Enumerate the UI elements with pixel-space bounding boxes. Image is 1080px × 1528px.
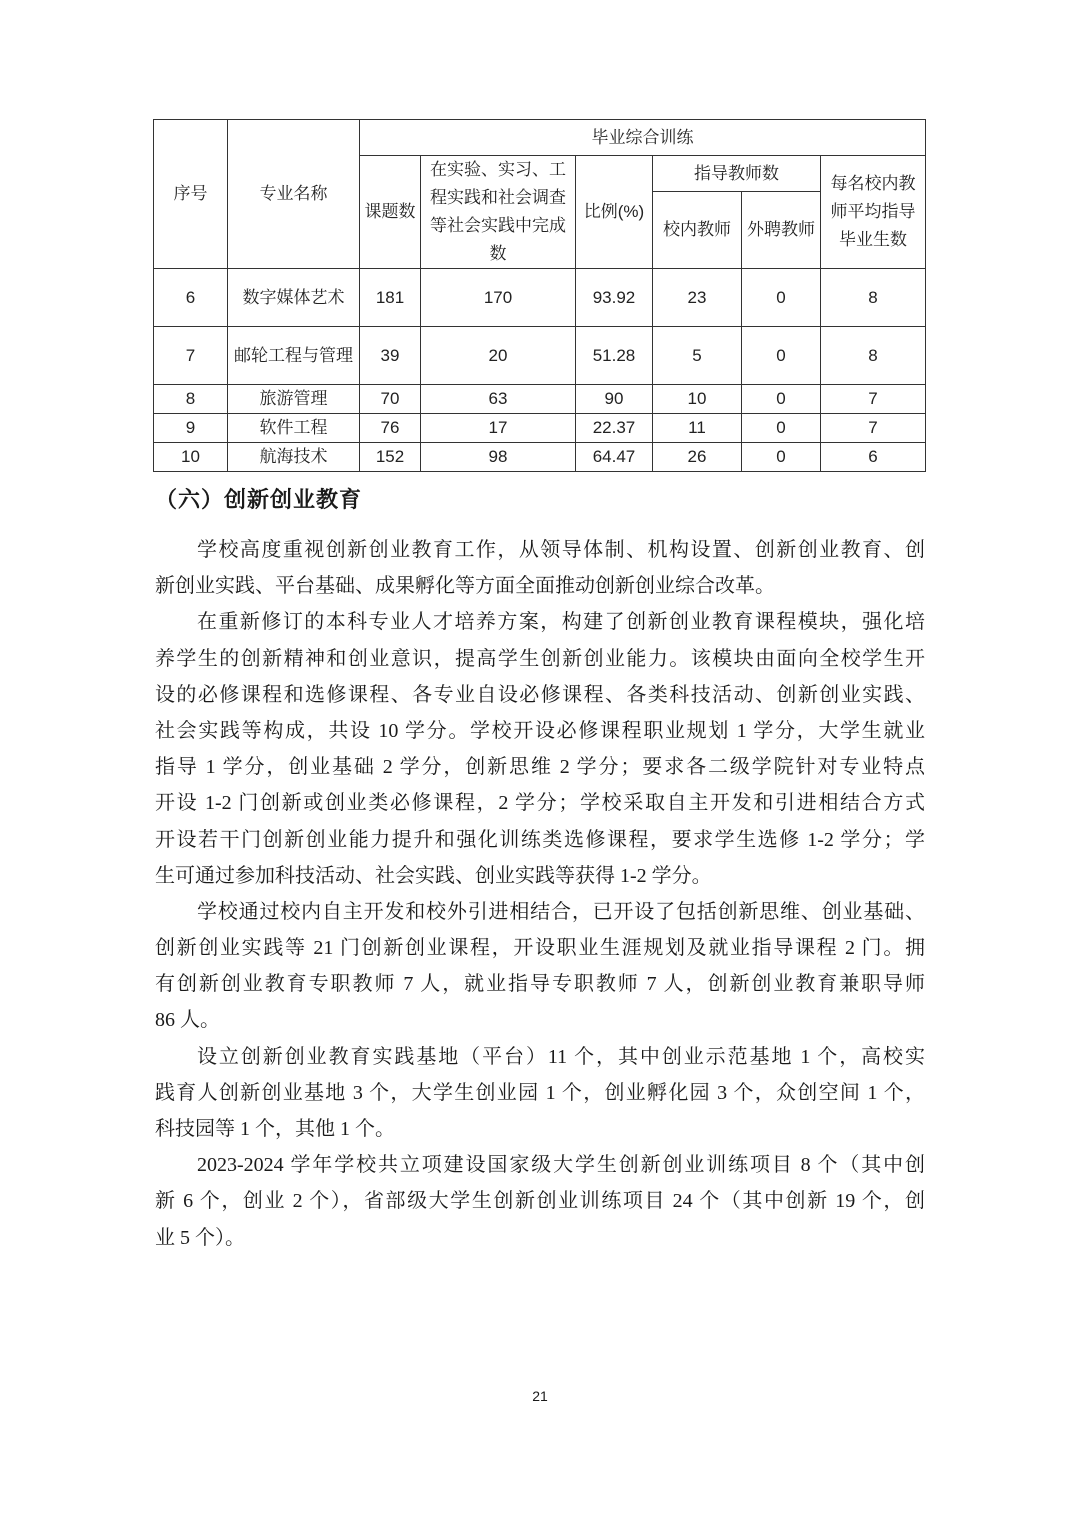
cell-seq: 9 xyxy=(154,414,228,443)
cell-completed: 98 xyxy=(421,443,576,472)
paragraph xyxy=(155,532,925,604)
cell-topics: 181 xyxy=(360,269,421,327)
cell-internal: 23 xyxy=(653,269,742,327)
cell-major: 邮轮工程与管理 xyxy=(228,327,360,385)
header-topics: 课题数 xyxy=(360,156,421,269)
header-ratio: 比例(%) xyxy=(576,156,653,269)
cell-ratio: 90 xyxy=(576,385,653,414)
text-line: 设的必修课程和选修课程、各专业自设必修课程、各类科技活动、创新创业实践、 xyxy=(155,683,925,706)
cell-ratio: 93.92 xyxy=(576,269,653,327)
cell-avg: 6 xyxy=(821,443,926,472)
header-avg: 每名校内教师平均指导毕业生数 xyxy=(821,156,926,269)
cell-topics: 152 xyxy=(360,443,421,472)
cell-major: 软件工程 xyxy=(228,414,360,443)
cell-seq: 10 xyxy=(154,443,228,472)
text-line: 业 5 个）。 xyxy=(155,1226,245,1249)
paragraph xyxy=(155,1039,925,1148)
table-row xyxy=(154,385,926,414)
text-line: 生可通过参加科技活动、社会实践、创业实践等获得 1-2 学分。 xyxy=(155,864,712,887)
text-line: 学校高度重视创新创业教育工作，从领导体制、机构设置、创新创业教育、创 xyxy=(197,539,925,561)
header-advisors: 指导教师数 xyxy=(653,156,821,192)
paragraph xyxy=(155,1147,925,1256)
header-completed: 在实验、实习、工程实践和社会调查等社会实践中完成数 xyxy=(421,156,576,269)
cell-external: 0 xyxy=(742,269,821,327)
cell-major: 旅游管理 xyxy=(228,385,360,414)
text-line: 创新创业实践等 21 门创新创业课程，开设职业生涯规划及就业指导课程 2 门。拥 xyxy=(155,937,925,960)
cell-internal: 26 xyxy=(653,443,742,472)
cell-seq: 6 xyxy=(154,269,228,327)
text-line: 设立创新创业教育实践基地（平台）11 个，其中创业示范基地 1 个，高校实 xyxy=(197,1045,925,1068)
cell-internal: 5 xyxy=(653,327,742,385)
table-row xyxy=(154,414,926,443)
cell-topics: 70 xyxy=(360,385,421,414)
text-line: 86 人。 xyxy=(155,1009,220,1032)
cell-avg: 8 xyxy=(821,269,926,327)
text-line: 开设 1-2 门创新或创业类必修课程，2 学分；学校采取自主开发和引进相结合方式 xyxy=(155,792,925,815)
cell-external: 0 xyxy=(742,414,821,443)
cell-external: 0 xyxy=(742,443,821,472)
header-internal: 校内教师 xyxy=(653,192,742,269)
cell-completed: 170 xyxy=(421,269,576,327)
cell-avg: 8 xyxy=(821,327,926,385)
text-line: 有创新创业教育专职教师 7 人，就业指导专职教师 7 人，创新创业教育兼职导师 xyxy=(155,973,925,996)
cell-completed: 20 xyxy=(421,327,576,385)
table-row xyxy=(154,443,926,472)
header-major: 专业名称 xyxy=(228,120,360,269)
text-line: 在重新修订的本科专业人才培养方案，构建了创新创业教育课程模块，强化培 xyxy=(197,611,925,634)
table-row xyxy=(154,327,926,385)
text-line: 开设若干门创新创业能力提升和强化训练类选修课程，要求学生选修 1-2 学分；学 xyxy=(155,828,925,851)
header-external: 外聘教师 xyxy=(742,192,821,269)
cell-seq: 8 xyxy=(154,385,228,414)
text-line: 社会实践等构成，共设 10 学分。学校开设必修课程职业规划 1 学分，大学生就业 xyxy=(155,719,925,742)
text-line: 践育人创新创业基地 3 个，大学生创业园 1 个，创业孵化园 3 个，众创空间 1 个， xyxy=(155,1081,925,1104)
cell-major: 数字媒体艺术 xyxy=(228,269,360,327)
cell-ratio: 22.37 xyxy=(576,414,653,443)
paragraph xyxy=(155,894,925,1039)
cell-major: 航海技术 xyxy=(228,443,360,472)
cell-topics: 39 xyxy=(360,327,421,385)
cell-avg: 7 xyxy=(821,385,926,414)
cell-completed: 63 xyxy=(421,385,576,414)
cell-external: 0 xyxy=(742,385,821,414)
section-title: （六）创新创业教育 xyxy=(155,488,363,513)
text-line: 新创业实践、平台基础、成果孵化等方面全面推动创新创业综合改革。 xyxy=(155,575,775,598)
cell-completed: 17 xyxy=(421,414,576,443)
text-line: 指导 1 学分，创业基础 2 学分，创新思维 2 学分；要求各二级学院针对专业特点 xyxy=(155,756,925,779)
body-text xyxy=(155,532,925,1256)
text-line: 养学生的创新精神和创业意识，提高学生创新创业能力。该模块由面向全校学生开 xyxy=(155,647,925,670)
cell-ratio: 51.28 xyxy=(576,327,653,385)
header-group: 毕业综合训练 xyxy=(360,120,926,156)
cell-avg: 7 xyxy=(821,414,926,443)
cell-topics: 76 xyxy=(360,414,421,443)
text-line: 新 6 个，创业 2 个），省部级大学生创新创业训练项目 24 个（其中创新 19 个，创 xyxy=(155,1190,925,1213)
cell-external: 0 xyxy=(742,327,821,385)
cell-internal: 11 xyxy=(653,414,742,443)
paragraph xyxy=(155,604,925,894)
cell-ratio: 64.47 xyxy=(576,443,653,472)
cell-seq: 7 xyxy=(154,327,228,385)
cell-internal: 10 xyxy=(653,385,742,414)
page-number: 21 xyxy=(532,1388,548,1404)
graduation-training-table xyxy=(153,119,926,472)
header-seq: 序号 xyxy=(154,120,228,269)
table-row xyxy=(154,269,926,327)
text-line: 科技园等 1 个，其他 1 个。 xyxy=(155,1118,395,1140)
text-line: 学校通过校内自主开发和校外引进相结合，已开设了包括创新思维、创业基础、 xyxy=(197,900,925,923)
text-line: 2023-2024 学年学校共立项建设国家级大学生创新创业训练项目 8 个（其中创 xyxy=(197,1154,925,1177)
